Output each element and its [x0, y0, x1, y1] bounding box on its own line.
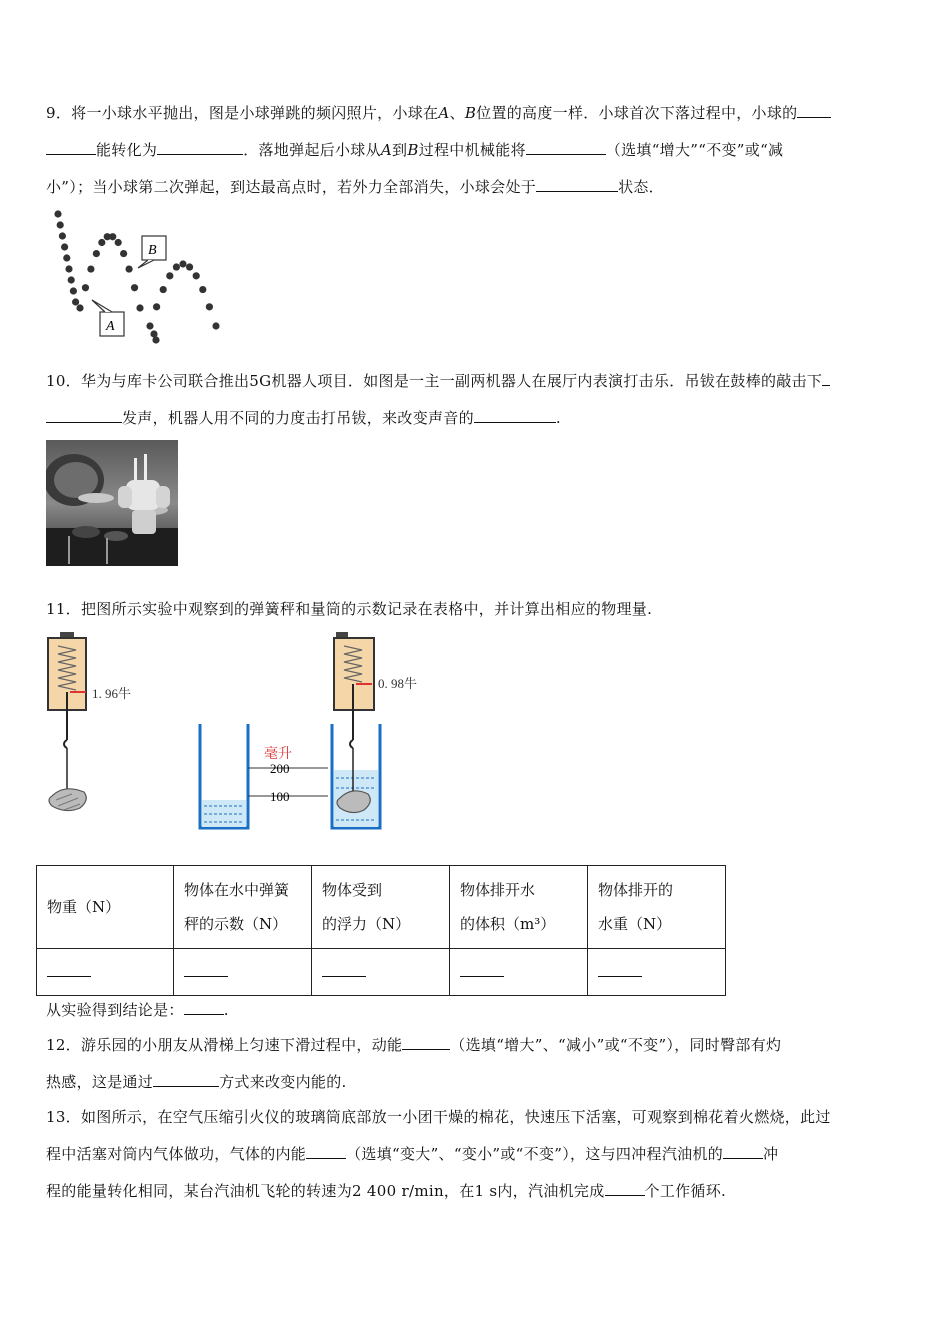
q10-text: .: [555, 409, 561, 427]
q13-text: 个工作循环.: [644, 1182, 727, 1200]
ball-dot: [59, 232, 66, 239]
measurement-table: [36, 865, 726, 996]
answer-blank[interactable]: [184, 964, 228, 977]
q9-text: 位置的高度一样．小球首次下落过程中，小球的: [476, 104, 798, 122]
ball-dot: [109, 233, 116, 240]
ball-dot: [87, 265, 94, 272]
ball-dot: [70, 287, 77, 294]
q12-text: 12．游乐园的小朋友从滑梯上匀速下滑过程中，动能: [46, 1036, 403, 1054]
answer-blank[interactable]: [153, 1072, 219, 1087]
q13-text: 冲: [763, 1145, 779, 1163]
ball-dot: [146, 322, 153, 329]
ball-dot: [212, 322, 219, 329]
q9-text: ．落地弹起后小球从: [243, 141, 381, 159]
answer-blank[interactable]: [474, 408, 556, 423]
q13-line1: [46, 1107, 831, 1127]
q9-text: 9．将一小球水平抛出，图是小球弹跳的频闪照片，小球在: [46, 104, 439, 122]
header-cell: [37, 866, 174, 949]
q9-var-a: A: [380, 141, 393, 159]
answer-blank[interactable]: [822, 371, 830, 386]
ball-dot: [57, 221, 64, 228]
header-text: 秤的示数（N）: [184, 915, 288, 933]
q13-line3: [46, 1181, 726, 1201]
q9-text: 过程中机械能将: [418, 141, 526, 159]
q10-line1: [46, 371, 830, 391]
ball-dot: [193, 272, 200, 279]
answer-blank[interactable]: [460, 964, 504, 977]
ball-dot: [63, 254, 70, 261]
answer-blank[interactable]: [306, 1144, 346, 1159]
header-cell: [450, 866, 588, 949]
ball-dot: [120, 250, 127, 257]
robot-drum-photo: [46, 440, 178, 566]
answer-blank[interactable]: [322, 964, 366, 977]
q12-text: （选填“增大”、“减小”或“不变”），同时臀部有灼: [450, 1036, 782, 1054]
q9-text: （选填“增大”“不变”或“减: [605, 141, 784, 159]
q11-text: 从实验得到结论是：: [46, 1001, 184, 1019]
ball-dot: [160, 286, 167, 293]
mark-200: 200: [270, 761, 290, 776]
unit-ml-label: 毫升: [264, 746, 292, 762]
figure-label-b: B: [148, 243, 157, 258]
q11-line1: [46, 599, 652, 619]
q13-text: 程中活塞对筒内气体做功，气体的内能: [46, 1145, 307, 1163]
header-cell: [312, 866, 450, 949]
ball-dot: [136, 304, 143, 311]
q9-line2: [46, 140, 783, 160]
q13-text: 程的能量转化相同，某台汽油机飞轮的转速为2 400 r/min，在1 s内，汽油机完成: [46, 1182, 605, 1200]
answer-cell[interactable]: [450, 949, 588, 996]
q12-text: 方式来改变内能的.: [219, 1073, 347, 1091]
ball-dot: [98, 239, 105, 246]
answer-blank[interactable]: [536, 177, 618, 192]
q9-text: 小”）；当小球第二次弹起，到达最高点时，若外力全部消失，小球会处于: [46, 178, 537, 196]
q9-line1: [46, 103, 831, 123]
answer-blank[interactable]: [723, 1144, 763, 1159]
answer-blank[interactable]: [184, 1000, 224, 1015]
ball-dot: [125, 265, 132, 272]
q9-text: 能转化为: [96, 141, 158, 159]
q12-line2: [46, 1072, 347, 1092]
label-a-callout: [92, 300, 124, 336]
q9-text: 状态．: [618, 178, 664, 196]
ball-dot: [61, 243, 68, 250]
ball-dot: [76, 304, 83, 311]
ball-dot: [65, 265, 72, 272]
header-text: 物体受到: [322, 881, 383, 899]
header-text: 物重（N）: [47, 898, 121, 916]
answer-blank[interactable]: [47, 964, 91, 977]
q9-var-b: B: [464, 104, 477, 122]
reading-0-98n: 0. 98牛: [378, 676, 418, 691]
q11-conclusion: [46, 1000, 229, 1020]
answer-cell[interactable]: [588, 949, 726, 996]
ball-dot: [179, 260, 186, 267]
q10-text: 10．华为与库卡公司联合推出5G机器人项目．如图是一主一副两机器人在展厅内表演打击乐．吊钹在鼓棒的敲击下: [46, 372, 823, 390]
table-row: [37, 949, 726, 996]
q9-text: 到: [392, 141, 408, 159]
ball-dot: [186, 263, 193, 270]
ball-dot: [152, 336, 159, 343]
header-text: 的浮力（N）: [322, 915, 411, 933]
header-cell: [588, 866, 726, 949]
header-text: 物体排开水: [460, 881, 536, 899]
answer-cell[interactable]: [174, 949, 312, 996]
answer-cell[interactable]: [37, 949, 174, 996]
answer-blank[interactable]: [605, 1181, 645, 1196]
spring-scale-figure: [44, 630, 450, 832]
answer-blank[interactable]: [46, 140, 96, 155]
ball-dot: [166, 272, 173, 279]
ball-dot: [68, 276, 75, 283]
answer-blank[interactable]: [157, 140, 243, 155]
ball-dot: [82, 284, 89, 291]
ball-dot: [131, 284, 138, 291]
header-text: 物体在水中弹簧: [184, 881, 290, 899]
ball-dot: [173, 263, 180, 270]
q12-text: 热感，这是通过: [46, 1073, 154, 1091]
q13-line2: [46, 1144, 778, 1164]
q11-text: 11．把图所示实验中观察到的弹簧秤和量筒的示数记录在表格中，并计算出相应的物理量.: [46, 600, 653, 618]
reading-1-96n: 1. 96牛: [92, 686, 132, 701]
header-text: 物体排开的: [598, 881, 674, 899]
answer-blank[interactable]: [46, 408, 122, 423]
answer-blank[interactable]: [797, 103, 831, 118]
ball-dot: [199, 286, 206, 293]
q9-var-a: A: [438, 104, 450, 122]
answer-blank[interactable]: [402, 1035, 450, 1050]
answer-blank[interactable]: [526, 140, 606, 155]
q9-line3: [46, 177, 664, 197]
q12-line1: [46, 1035, 781, 1055]
figure-label-a: A: [106, 319, 115, 334]
ball-dot: [206, 303, 213, 310]
header-cell: [174, 866, 312, 949]
q11-text: .: [223, 1001, 229, 1019]
table-header-row: [37, 866, 726, 949]
q10-line2: [46, 408, 561, 428]
ball-dot: [153, 303, 160, 310]
q13-text: （选填“变大”、“变小”或“不变”），这与四冲程汽油机的: [346, 1145, 724, 1163]
q9-var-b: B: [407, 141, 419, 159]
header-text: 水重（N）: [598, 915, 672, 933]
q13-text: 13．如图所示，在空气压缩引火仪的玻璃筒底部放一小团干燥的棉花，快速压下活塞，可观察到棉花着火燃烧，此过: [46, 1108, 831, 1126]
ball-dot: [54, 210, 61, 217]
q10-text: 发声，机器人用不同的力度击打吊钹，来改变声音的: [122, 409, 474, 427]
ball-dot: [115, 239, 122, 246]
ball-dot: [93, 250, 100, 257]
mark-100: 100: [270, 789, 290, 804]
ball-dot: [72, 298, 79, 305]
answer-cell[interactable]: [312, 949, 450, 996]
header-text: 的体积（m³）: [460, 915, 556, 933]
answer-blank[interactable]: [598, 964, 642, 977]
bouncing-ball-figure: [50, 208, 230, 346]
label-b-callout: [138, 236, 166, 268]
q9-sep: 、: [449, 104, 465, 122]
